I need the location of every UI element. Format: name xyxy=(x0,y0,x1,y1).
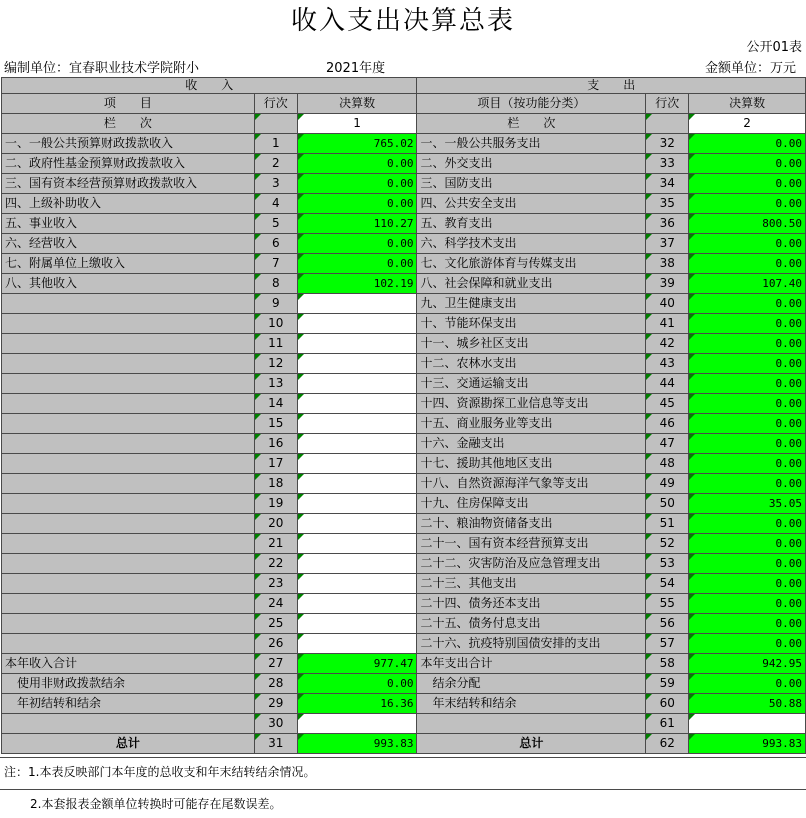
expense-rowno-header: 行次 xyxy=(646,94,689,114)
expense-item-label: 八、社会保障和就业支出 xyxy=(417,274,646,294)
income-amount xyxy=(297,414,417,434)
expense-amount-header: 决算数 xyxy=(689,94,806,114)
income-amount xyxy=(297,434,417,454)
income-item-label xyxy=(2,474,255,494)
income-amount xyxy=(297,354,417,374)
income-amount: 0.00 xyxy=(297,154,417,174)
table-row xyxy=(2,574,806,594)
expense-row-number: 50 xyxy=(646,494,689,514)
expense-amount: 0.00 xyxy=(689,234,806,254)
income-row-number: 17 xyxy=(254,454,297,474)
income-row-number: 26 xyxy=(254,634,297,654)
income-item-label xyxy=(2,614,255,634)
expense-amount: 0.00 xyxy=(689,354,806,374)
table-row xyxy=(2,294,806,314)
expense-amount: 35.05 xyxy=(689,494,806,514)
expense-amount: 0.00 xyxy=(689,594,806,614)
expense-amount: 0.00 xyxy=(689,154,806,174)
income-row-number: 23 xyxy=(254,574,297,594)
income-column-blank xyxy=(254,114,297,134)
income-amount: 110.27 xyxy=(297,214,417,234)
income-item-label xyxy=(2,414,255,434)
income-item-label: 一、一般公共预算财政拨款收入 xyxy=(2,134,255,154)
income-amount xyxy=(297,294,417,314)
table-row xyxy=(2,414,806,434)
note-2: 2.本套报表金额单位转换时可能存在尾数误差。 xyxy=(30,797,282,811)
expense-amount: 0.00 xyxy=(689,334,806,354)
income-amount xyxy=(297,554,417,574)
income-amount: 0.00 xyxy=(297,174,417,194)
table-row xyxy=(2,434,806,454)
income-amount: 0.00 xyxy=(297,254,417,274)
expense-item-header: 项目（按功能分类） xyxy=(417,94,646,114)
expense-item-label: 十六、金融支出 xyxy=(417,434,646,454)
income-amount xyxy=(297,314,417,334)
table-row xyxy=(2,734,806,754)
expense-row-number: 42 xyxy=(646,334,689,354)
income-item-label xyxy=(2,314,255,334)
table-row xyxy=(2,234,806,254)
reporting-unit: 编制单位：宜春职业技术学院附小 xyxy=(4,61,200,76)
income-item-label xyxy=(2,454,255,474)
expense-row-number: 59 xyxy=(646,674,689,694)
income-item-label xyxy=(2,574,255,594)
income-row-number: 11 xyxy=(254,334,297,354)
expense-amount: 0.00 xyxy=(689,534,806,554)
income-row-number: 13 xyxy=(254,374,297,394)
expense-row-number: 49 xyxy=(646,474,689,494)
income-item-label: 八、其他收入 xyxy=(2,274,255,294)
income-row-number: 15 xyxy=(254,414,297,434)
expense-item-label: 二十五、债务付息支出 xyxy=(417,614,646,634)
income-amount xyxy=(297,634,417,654)
income-amount: 993.83 xyxy=(297,734,417,754)
income-amount xyxy=(297,614,417,634)
income-amount: 765.02 xyxy=(297,134,417,154)
income-amount: 0.00 xyxy=(297,194,417,214)
table-row xyxy=(2,154,806,174)
expense-amount: 0.00 xyxy=(689,574,806,594)
income-item-label: 本年收入合计 xyxy=(2,654,255,674)
fiscal-year: 2021年度 xyxy=(326,61,386,76)
income-row-number: 5 xyxy=(254,214,297,234)
expense-amount: 0.00 xyxy=(689,134,806,154)
expense-item-label: 总计 xyxy=(417,734,646,754)
expense-row-number: 60 xyxy=(646,694,689,714)
expense-item-label: 十三、交通运输支出 xyxy=(417,374,646,394)
income-item-label xyxy=(2,514,255,534)
income-row-number: 16 xyxy=(254,434,297,454)
expense-row-number: 38 xyxy=(646,254,689,274)
expense-item-label: 九、卫生健康支出 xyxy=(417,294,646,314)
expense-row-number: 47 xyxy=(646,434,689,454)
expense-item-label: 二十三、其他支出 xyxy=(417,574,646,594)
expense-row-number: 46 xyxy=(646,414,689,434)
expense-amount: 0.00 xyxy=(689,414,806,434)
table-row xyxy=(2,594,806,614)
expense-row-number: 41 xyxy=(646,314,689,334)
expense-amount: 0.00 xyxy=(689,254,806,274)
income-item-header: 项 目 xyxy=(2,94,255,114)
expense-amount: 0.00 xyxy=(689,514,806,534)
expense-amount: 942.95 xyxy=(689,654,806,674)
expense-row-number: 51 xyxy=(646,514,689,534)
income-item-label xyxy=(2,434,255,454)
expense-item-label: 十一、城乡社区支出 xyxy=(417,334,646,354)
expense-column-blank xyxy=(646,114,689,134)
income-row-number: 12 xyxy=(254,354,297,374)
expense-item-label: 二十一、国有资本经营预算支出 xyxy=(417,534,646,554)
income-item-label xyxy=(2,534,255,554)
income-row-number: 9 xyxy=(254,294,297,314)
income-amount xyxy=(297,714,417,734)
expense-amount: 0.00 xyxy=(689,174,806,194)
income-row-number: 24 xyxy=(254,594,297,614)
table-row xyxy=(2,614,806,634)
income-row-number: 18 xyxy=(254,474,297,494)
expense-amount: 0.00 xyxy=(689,314,806,334)
expense-row-number: 35 xyxy=(646,194,689,214)
income-row-number: 28 xyxy=(254,674,297,694)
form-code: 公开01表 xyxy=(746,40,802,55)
income-amount: 0.00 xyxy=(297,234,417,254)
income-amount xyxy=(297,514,417,534)
expense-row-number: 32 xyxy=(646,134,689,154)
expense-amount: 0.00 xyxy=(689,454,806,474)
expense-item-label: 年末结转和结余 xyxy=(417,694,646,714)
expense-item-label xyxy=(417,714,646,734)
income-amount xyxy=(297,594,417,614)
table-row xyxy=(2,674,806,694)
expense-row-number: 39 xyxy=(646,274,689,294)
income-item-label xyxy=(2,554,255,574)
income-amount xyxy=(297,454,417,474)
currency-unit: 金额单位：万元 xyxy=(704,61,796,76)
income-row-number: 4 xyxy=(254,194,297,214)
table-row xyxy=(2,214,806,234)
expense-item-label: 二、外交支出 xyxy=(417,154,646,174)
expense-amount xyxy=(689,714,806,734)
expense-item-label: 十四、资源勘探工业信息等支出 xyxy=(417,394,646,414)
expense-item-label: 二十、粮油物资储备支出 xyxy=(417,514,646,534)
income-column-index: 1 xyxy=(297,114,417,134)
expense-amount: 0.00 xyxy=(689,374,806,394)
income-row-number: 22 xyxy=(254,554,297,574)
income-amount xyxy=(297,534,417,554)
expense-amount: 0.00 xyxy=(689,674,806,694)
income-row-number: 31 xyxy=(254,734,297,754)
income-item-label xyxy=(2,374,255,394)
income-amount xyxy=(297,334,417,354)
expense-column-label: 栏 次 xyxy=(417,114,646,134)
expense-amount: 993.83 xyxy=(689,734,806,754)
expense-row-number: 54 xyxy=(646,574,689,594)
expense-item-label: 结余分配 xyxy=(417,674,646,694)
income-item-label xyxy=(2,354,255,374)
expense-row-number: 58 xyxy=(646,654,689,674)
expense-item-label: 十五、商业服务业等支出 xyxy=(417,414,646,434)
income-row-number: 21 xyxy=(254,534,297,554)
expense-item-label: 十八、自然资源海洋气象等支出 xyxy=(417,474,646,494)
income-amount: 977.47 xyxy=(297,654,417,674)
income-row-number: 25 xyxy=(254,614,297,634)
income-item-label: 三、国有资本经营预算财政拨款收入 xyxy=(2,174,255,194)
expense-section-header: 支 出 xyxy=(417,78,806,94)
table-row xyxy=(2,694,806,714)
expense-amount: 0.00 xyxy=(689,614,806,634)
table-row xyxy=(2,554,806,574)
income-row-number: 29 xyxy=(254,694,297,714)
expense-item-label: 二十六、抗疫特别国债安排的支出 xyxy=(417,634,646,654)
income-expense-table xyxy=(1,77,806,754)
income-amount: 16.36 xyxy=(297,694,417,714)
income-item-label: 二、政府性基金预算财政拨款收入 xyxy=(2,154,255,174)
income-item-label: 七、附属单位上缴收入 xyxy=(2,254,255,274)
income-row-number: 1 xyxy=(254,134,297,154)
expense-row-number: 40 xyxy=(646,294,689,314)
expense-row-number: 62 xyxy=(646,734,689,754)
income-amount xyxy=(297,374,417,394)
income-amount: 102.19 xyxy=(297,274,417,294)
table-row xyxy=(2,494,806,514)
expense-item-label: 十、节能环保支出 xyxy=(417,314,646,334)
table-row xyxy=(2,254,806,274)
expense-item-label: 二十四、债务还本支出 xyxy=(417,594,646,614)
expense-item-label: 五、教育支出 xyxy=(417,214,646,234)
expense-item-label: 一、一般公共服务支出 xyxy=(417,134,646,154)
income-item-label xyxy=(2,294,255,314)
expense-amount: 800.50 xyxy=(689,214,806,234)
table-row xyxy=(2,714,806,734)
expense-row-number: 36 xyxy=(646,214,689,234)
expense-row-number: 55 xyxy=(646,594,689,614)
income-item-label xyxy=(2,634,255,654)
income-row-number: 3 xyxy=(254,174,297,194)
expense-amount: 0.00 xyxy=(689,194,806,214)
expense-item-label: 四、公共安全支出 xyxy=(417,194,646,214)
income-item-label xyxy=(2,394,255,414)
expense-row-number: 43 xyxy=(646,354,689,374)
income-item-label xyxy=(2,334,255,354)
table-row xyxy=(2,134,806,154)
income-amount xyxy=(297,574,417,594)
expense-item-label: 六、科学技术支出 xyxy=(417,234,646,254)
income-column-label: 栏 次 xyxy=(2,114,255,134)
note-1: 注：1.本表反映部门本年度的总收支和年末结转结余情况。 xyxy=(4,765,316,779)
income-item-label xyxy=(2,594,255,614)
expense-row-number: 48 xyxy=(646,454,689,474)
income-rowno-header: 行次 xyxy=(254,94,297,114)
income-row-number: 8 xyxy=(254,274,297,294)
income-row-number: 27 xyxy=(254,654,297,674)
income-row-number: 2 xyxy=(254,154,297,174)
expense-row-number: 33 xyxy=(646,154,689,174)
income-section-header: 收 入 xyxy=(2,78,417,94)
expense-item-label: 七、文化旅游体育与传媒支出 xyxy=(417,254,646,274)
expense-row-number: 56 xyxy=(646,614,689,634)
income-amount-header: 决算数 xyxy=(297,94,417,114)
expense-row-number: 37 xyxy=(646,234,689,254)
expense-amount: 0.00 xyxy=(689,294,806,314)
table-row xyxy=(2,194,806,214)
table-row xyxy=(2,474,806,494)
expense-amount: 50.88 xyxy=(689,694,806,714)
income-item-label: 六、经营收入 xyxy=(2,234,255,254)
expense-row-number: 52 xyxy=(646,534,689,554)
expense-row-number: 45 xyxy=(646,394,689,414)
expense-row-number: 34 xyxy=(646,174,689,194)
expense-row-number: 44 xyxy=(646,374,689,394)
income-row-number: 10 xyxy=(254,314,297,334)
income-item-label xyxy=(2,714,255,734)
income-item-label: 使用非财政拨款结余 xyxy=(2,674,255,694)
table-row xyxy=(2,454,806,474)
expense-amount: 0.00 xyxy=(689,474,806,494)
income-amount xyxy=(297,494,417,514)
income-row-number: 20 xyxy=(254,514,297,534)
expense-amount: 0.00 xyxy=(689,434,806,454)
income-row-number: 7 xyxy=(254,254,297,274)
expense-amount: 0.00 xyxy=(689,554,806,574)
expense-row-number: 61 xyxy=(646,714,689,734)
table-row xyxy=(2,654,806,674)
income-row-number: 14 xyxy=(254,394,297,414)
income-item-label: 四、上级补助收入 xyxy=(2,194,255,214)
table-row xyxy=(2,634,806,654)
table-row xyxy=(2,174,806,194)
income-row-number: 30 xyxy=(254,714,297,734)
report-title: 收入支出决算总表 xyxy=(290,6,515,36)
expense-item-label: 十九、住房保障支出 xyxy=(417,494,646,514)
expense-item-label: 十二、农林水支出 xyxy=(417,354,646,374)
income-amount: 0.00 xyxy=(297,674,417,694)
expense-item-label: 十七、援助其他地区支出 xyxy=(417,454,646,474)
table-row xyxy=(2,274,806,294)
expense-amount: 0.00 xyxy=(689,634,806,654)
table-row xyxy=(2,534,806,554)
expense-item-label: 本年支出合计 xyxy=(417,654,646,674)
expense-item-label: 三、国防支出 xyxy=(417,174,646,194)
income-row-number: 6 xyxy=(254,234,297,254)
table-row xyxy=(2,514,806,534)
income-row-number: 19 xyxy=(254,494,297,514)
expense-column-index: 2 xyxy=(689,114,806,134)
expense-amount: 107.40 xyxy=(689,274,806,294)
expense-amount: 0.00 xyxy=(689,394,806,414)
income-item-label: 总计 xyxy=(2,734,255,754)
income-item-label: 五、事业收入 xyxy=(2,214,255,234)
table-row xyxy=(2,334,806,354)
expense-row-number: 57 xyxy=(646,634,689,654)
expense-row-number: 53 xyxy=(646,554,689,574)
income-amount xyxy=(297,474,417,494)
income-amount xyxy=(297,394,417,414)
expense-item-label: 二十二、灾害防治及应急管理支出 xyxy=(417,554,646,574)
table-row xyxy=(2,354,806,374)
income-item-label xyxy=(2,494,255,514)
income-item-label: 年初结转和结余 xyxy=(2,694,255,714)
table-row xyxy=(2,314,806,334)
table-row xyxy=(2,374,806,394)
table-row xyxy=(2,394,806,414)
